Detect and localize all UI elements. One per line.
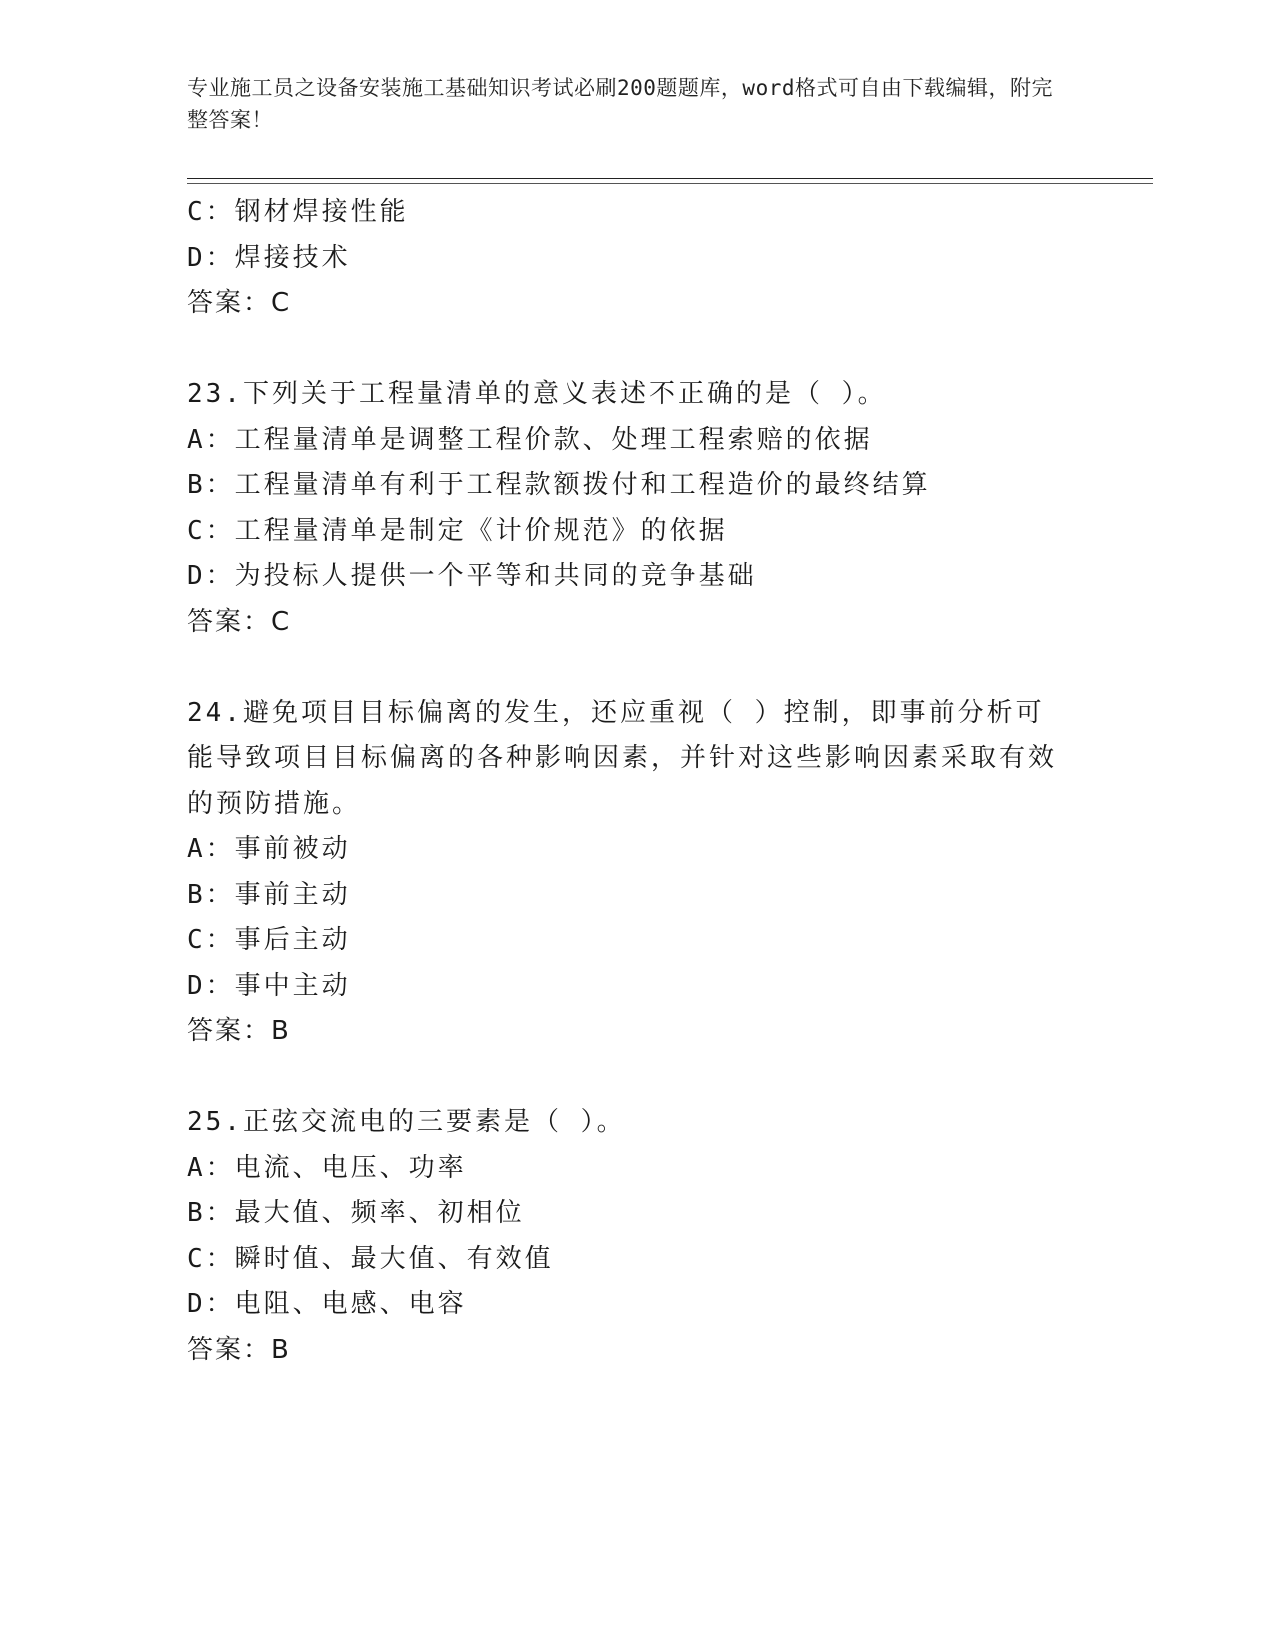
option-text: 电流、电压、功率	[234, 1152, 467, 1183]
answer-line	[187, 600, 1067, 646]
answer-label: 答案：	[187, 1016, 272, 1046]
option-label: C：	[187, 197, 235, 227]
question-number: 23.	[187, 379, 243, 409]
question-stem	[187, 691, 1057, 828]
option-b	[187, 873, 1067, 919]
option-text: 工程量清单是调整工程价款、处理工程索赔的依据	[234, 424, 873, 455]
option-label: C：	[187, 925, 235, 955]
spacer	[187, 645, 1067, 691]
option-text: 焊接技术	[234, 242, 351, 273]
question-text: 避免项目目标偏离的发生，还应重视（ ）控制，即事前分析可能导致项目目标偏离的各种影响因素，并针对这些影响因素采取有效的预防措施。	[187, 697, 1058, 819]
answer-line	[187, 281, 1067, 327]
question-number: 25.	[187, 1107, 243, 1137]
question-number: 24.	[187, 697, 243, 728]
question-25	[187, 1100, 1067, 1373]
option-d	[187, 236, 1067, 282]
answer-line	[187, 1009, 1067, 1055]
option-d	[187, 554, 1067, 600]
question-24	[187, 691, 1067, 1055]
option-label: D：	[187, 561, 235, 591]
option-a	[187, 418, 1067, 464]
option-label: C：	[187, 1243, 235, 1274]
option-b	[187, 463, 1067, 509]
option-label: B：	[187, 1198, 235, 1228]
option-text: 工程量清单是制定《计价规范》的依据	[234, 515, 728, 546]
option-text: 最大值、频率、初相位	[234, 1198, 525, 1228]
option-label: B：	[187, 470, 235, 500]
option-label: C：	[187, 515, 235, 546]
question-23	[187, 372, 1067, 645]
option-text: 瞬时值、最大值、有效值	[234, 1243, 554, 1274]
option-b	[187, 1191, 1067, 1237]
question-stem	[187, 1100, 1057, 1146]
answer-label: 答案：	[187, 606, 272, 637]
option-text: 电阻、电感、电容	[234, 1289, 467, 1319]
option-c	[187, 509, 1067, 555]
option-label: A：	[187, 1152, 235, 1183]
option-text: 工程量清单有利于工程款额拨付和工程造价的最终结算	[234, 470, 931, 500]
answer-line	[187, 1328, 1067, 1374]
option-text: 事后主动	[234, 925, 351, 955]
option-text: 事中主动	[234, 970, 351, 1001]
document-body	[187, 190, 1067, 1373]
answer-value: C	[271, 606, 292, 637]
option-d	[187, 964, 1067, 1010]
option-text: 钢材焊接性能	[234, 197, 409, 227]
question-text: 下列关于工程量清单的意义表述不正确的是（ ）。	[242, 379, 887, 409]
option-a	[187, 827, 1067, 873]
page-header-title: 专业施工员之设备安装施工基础知识考试必刷200题题库，word格式可自由下载编辑，附完整答案！	[187, 76, 1053, 132]
header-divider	[187, 178, 1153, 179]
answer-value: B	[271, 1016, 291, 1046]
answer-value: C	[271, 288, 292, 318]
option-a	[187, 1146, 1067, 1192]
question-text: 正弦交流电的三要素是（ ）。	[242, 1107, 626, 1137]
option-label: A：	[187, 834, 235, 864]
header-divider-secondary	[187, 183, 1153, 184]
spacer	[187, 327, 1067, 373]
option-c	[187, 918, 1067, 964]
option-label: D：	[187, 970, 235, 1001]
option-label: A：	[187, 424, 235, 455]
answer-label: 答案：	[187, 1334, 272, 1365]
option-c	[187, 1237, 1067, 1283]
question-fragment	[187, 190, 1067, 327]
answer-value: B	[271, 1334, 291, 1365]
option-text: 为投标人提供一个平等和共同的竞争基础	[234, 561, 757, 591]
option-label: D：	[187, 242, 235, 273]
question-stem	[187, 372, 1057, 418]
option-c	[187, 190, 1067, 236]
option-label: B：	[187, 879, 235, 910]
option-text: 事前被动	[234, 834, 351, 864]
option-d	[187, 1282, 1067, 1328]
option-label: D：	[187, 1289, 235, 1319]
option-text: 事前主动	[234, 879, 351, 910]
answer-label: 答案：	[187, 288, 272, 318]
spacer	[187, 1055, 1067, 1101]
